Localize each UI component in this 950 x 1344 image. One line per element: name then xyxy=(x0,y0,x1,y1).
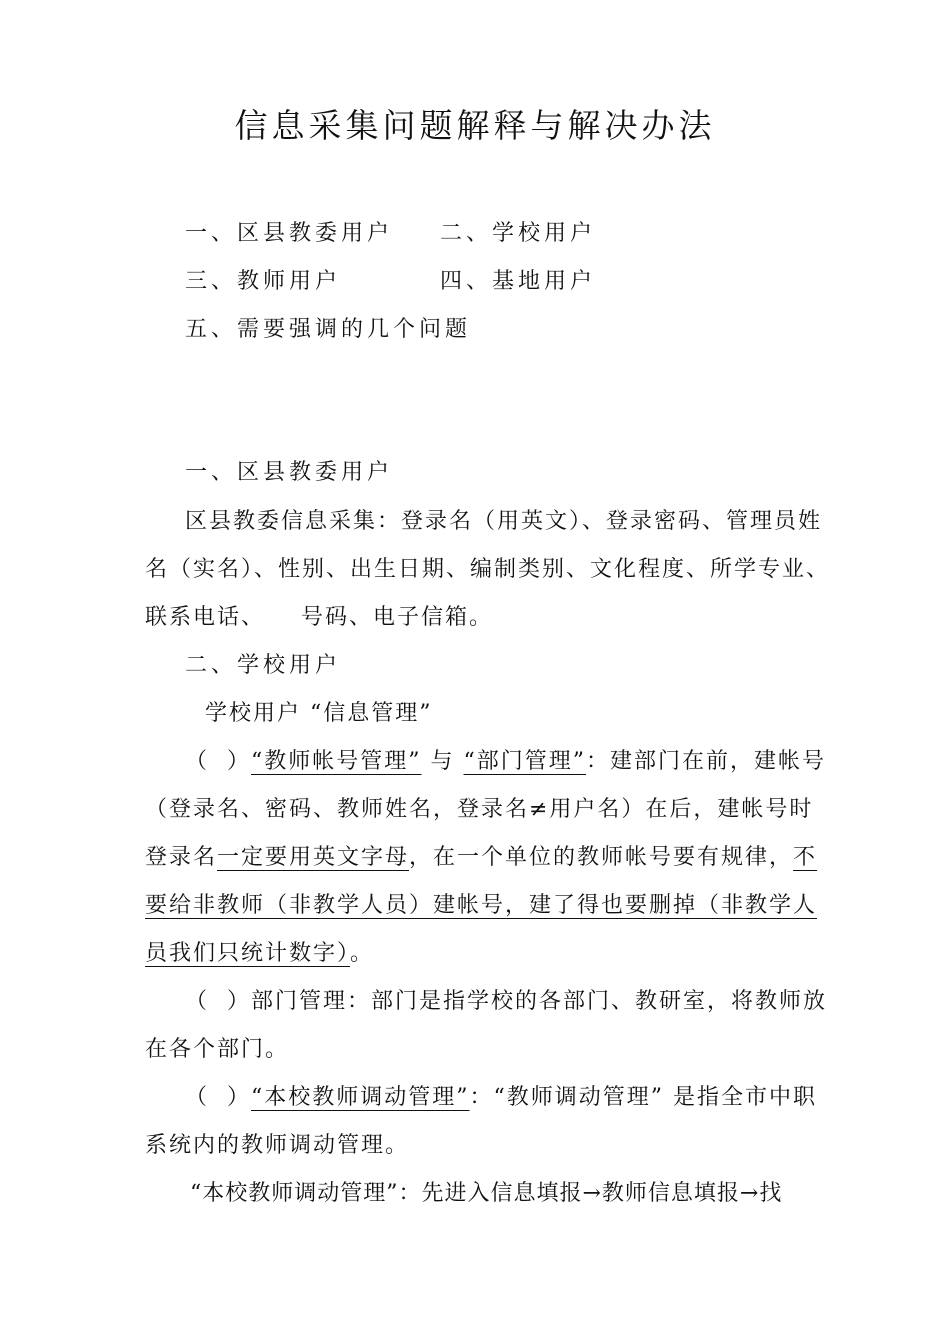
document-title: 信息采集问题解释与解决办法 xyxy=(234,106,716,145)
para1-line3 xyxy=(145,842,818,874)
para1-paren: （ ） xyxy=(185,749,251,774)
section2-subheading: 学校用户 “信息管理” xyxy=(205,701,433,726)
para1-line3-emphasis: 一定要用英文字母 xyxy=(217,845,410,870)
para1-line5-end: 。 xyxy=(350,941,375,966)
toc-item-4: 四、基地用户 xyxy=(440,269,597,294)
para1-line1 xyxy=(185,746,826,778)
para1-rest: ：建部门在前，建帐号 xyxy=(586,749,827,774)
para1-conj: 与 xyxy=(421,749,464,774)
section1-line1: 区县教委信息采集：登录名（用英文）、登录密码、管理员姓 xyxy=(185,509,823,534)
para1-line3-d: 不 xyxy=(793,845,818,870)
section1-line2: 名（实名）、性别、出生日期、编制类别、文化程度、所学专业、 xyxy=(145,557,831,582)
para3-paren: （ ） xyxy=(185,1085,251,1110)
toc-item-3: 三、教师用户 xyxy=(185,269,342,294)
para1-line5 xyxy=(145,938,374,970)
para1-quote-account-mgmt: “教师帐号管理” xyxy=(251,749,422,774)
para2-line2: 在各个部门。 xyxy=(145,1037,290,1062)
para3-line2: 系统内的教师调动管理。 xyxy=(145,1133,410,1158)
para3-line1 xyxy=(185,1082,817,1114)
para1-line2: （登录名、密码、教师姓名，登录名≠用户名）在后，建帐号时 xyxy=(145,797,814,822)
para1-line3-c: ，在一个单位的教师帐号要有规律， xyxy=(409,845,794,870)
para1-line4: 要给非教师（非教学人员）建帐号，建了得也要删掉（非教学人 xyxy=(145,893,818,918)
section1-heading: 一、区县教委用户 xyxy=(185,460,394,485)
para4-line1: “本校教师调动管理”：先进入信息填报→教师信息填报→找 xyxy=(190,1181,783,1206)
para3-quote-transfer-mgmt: “本校教师调动管理” xyxy=(251,1085,470,1110)
toc-item-1: 一、区县教委用户 xyxy=(185,221,394,246)
toc-item-2: 二、学校用户 xyxy=(440,221,597,246)
toc-item-5: 五、需要强调的几个问题 xyxy=(185,317,472,342)
para1-quote-dept-mgmt: “部门管理” xyxy=(463,749,586,774)
section2-heading: 二、学校用户 xyxy=(185,653,342,678)
section1-line3: 联系电话、 号码、电子信箱。 xyxy=(145,605,493,630)
para3-rest: ：“教师调动管理” 是指全市中职 xyxy=(469,1085,817,1110)
para2-line1: （ ）部门管理：部门是指学校的各部门、教研室，将教师放 xyxy=(185,989,827,1014)
para1-line5-text: 员我们只统计数字） xyxy=(145,941,351,966)
para1-line3-a: 登录名 xyxy=(145,845,218,870)
